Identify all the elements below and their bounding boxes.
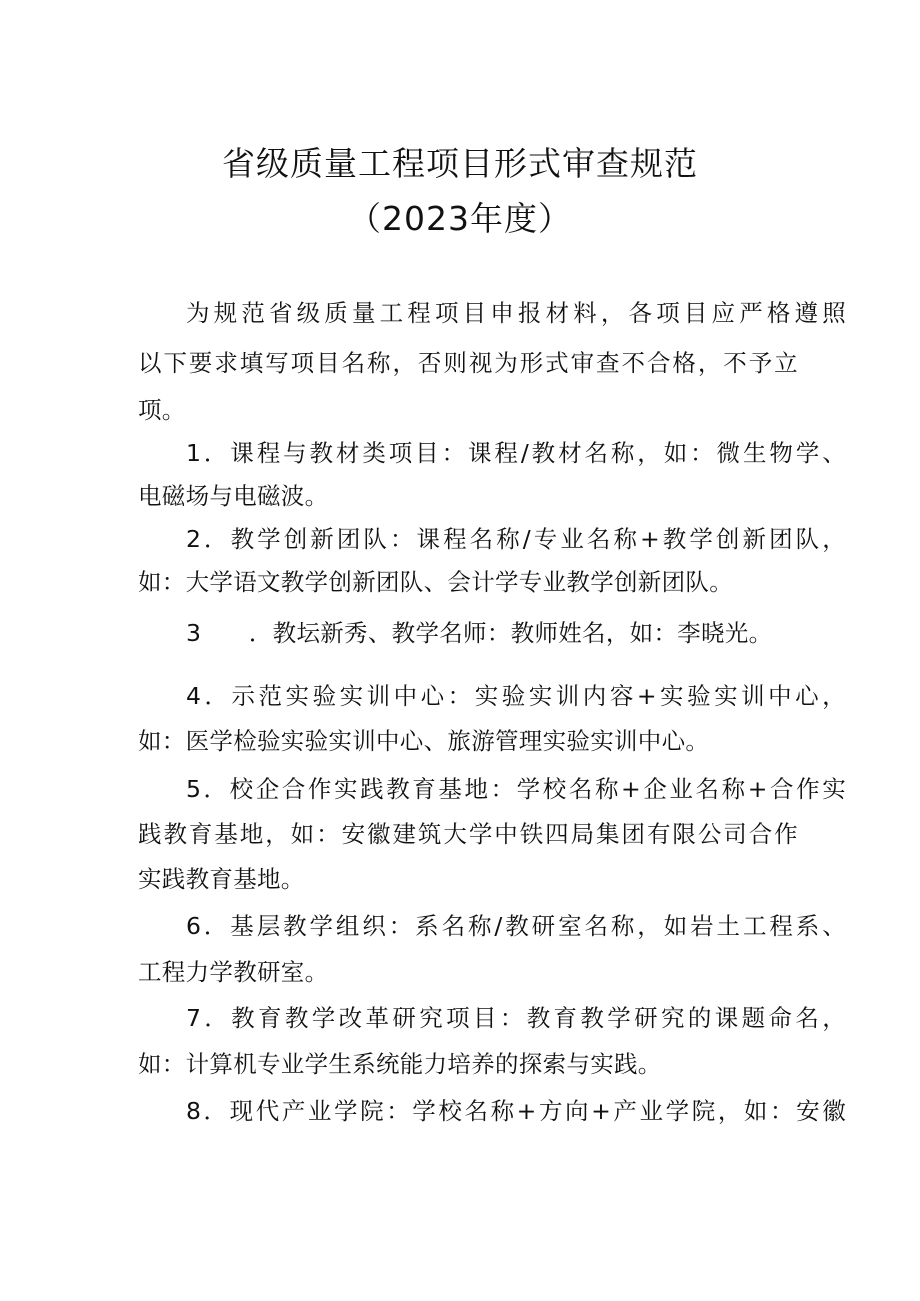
item-7-line-1: 7．教育教学改革研究项目：教育教学研究的课题命名， xyxy=(186,1004,846,1032)
item-7-line-2: 如：计算机专业学生系统能力培养的探索与实践。 xyxy=(138,1050,662,1078)
document-title: 省级质量工程项目形式审查规范 xyxy=(222,144,698,183)
item-5-line-2: 践教育基地，如：安徽建筑大学中铁四局集团有限公司合作 xyxy=(138,820,798,848)
item-3-line-1: 3 ．教坛新秀、教学名师：教师姓名，如：李晓光。 xyxy=(186,619,773,647)
item-1-line-2: 电磁场与电磁波。 xyxy=(138,482,329,510)
item-4-line-1: 4．示范实验实训中心：实验实训内容+实验实训中心， xyxy=(186,682,846,710)
paragraph-intro-line-3: 项。 xyxy=(138,396,186,424)
item-6-line-2: 工程力学教研室。 xyxy=(138,958,329,986)
item-5-line-3: 实践教育基地。 xyxy=(138,865,305,893)
item-8-line-1: 8．现代产业学院：学校名称+方向+产业学院，如：安徽 xyxy=(186,1097,846,1125)
item-1-line-1: 1．课程与教材类项目：课程/教材名称，如：微生物学、 xyxy=(186,439,846,467)
item-5-line-1: 5．校企合作实践教育基地：学校名称+企业名称+合作实 xyxy=(186,775,846,803)
document-year: （2023年度） xyxy=(348,199,572,238)
item-2-line-2: 如：大学语文教学创新团队、会计学专业教学创新团队。 xyxy=(138,568,733,596)
item-4-line-2: 如：医学检验实验实训中心、旅游管理实验实训中心。 xyxy=(138,727,710,755)
paragraph-intro-line-2: 以下要求填写项目名称，否则视为形式审查不合格，不予立 xyxy=(138,349,798,377)
item-6-line-1: 6．基层教学组织：系名称/教研室名称，如岩土工程系、 xyxy=(186,912,846,940)
paragraph-intro-line-1: 为规范省级质量工程项目申报材料，各项目应严格遵照 xyxy=(186,299,846,327)
item-2-line-1: 2．教学创新团队：课程名称/专业名称+教学创新团队， xyxy=(186,525,846,553)
